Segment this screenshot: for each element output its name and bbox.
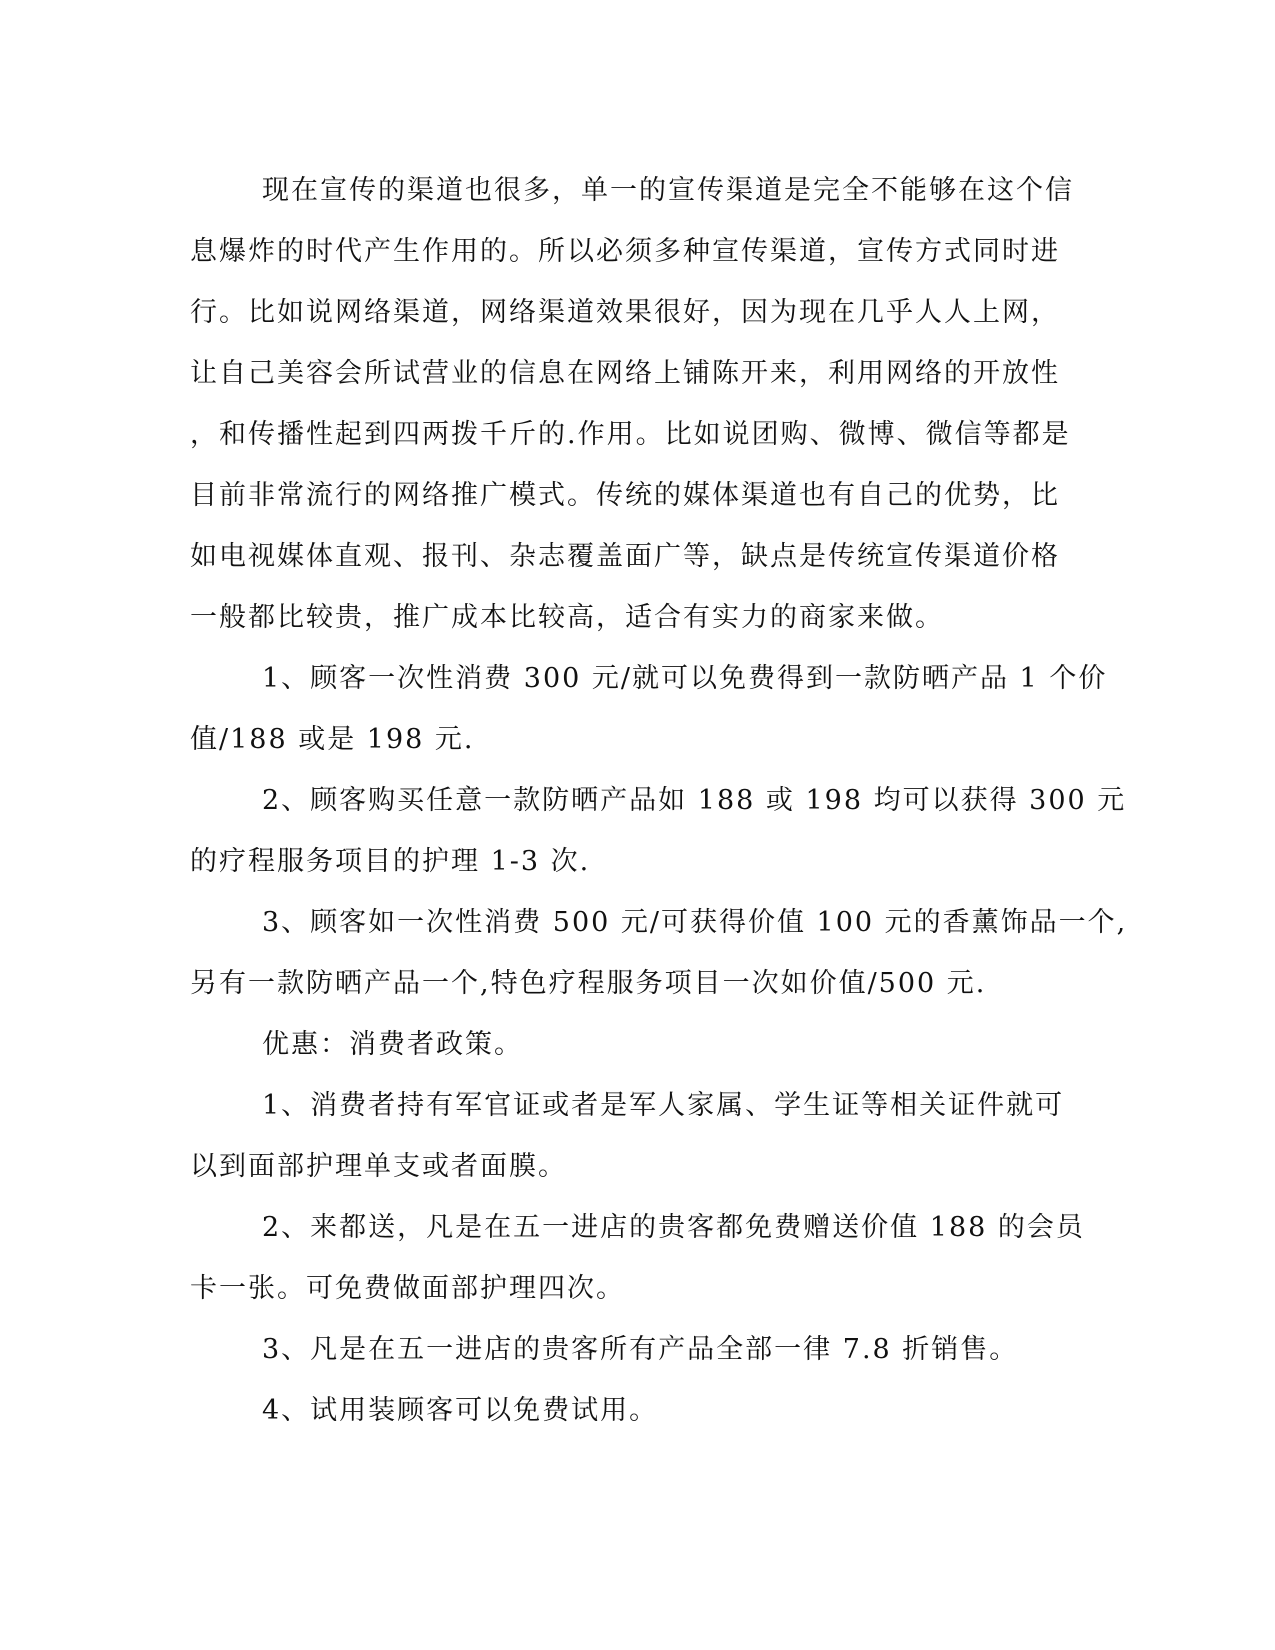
- list-item-line: 卡一张。可免费做面部护理四次。: [190, 1273, 625, 1304]
- list-item-line: 2、顾客购买任意一款防晒产品如 188 或 198 均可以获得 300 元: [262, 785, 1127, 816]
- list-item-line: 以到面部护理单支或者面膜。: [190, 1151, 567, 1182]
- paragraph-line: 息爆炸的时代产生作用的。所以必须多种宣传渠道，宣传方式同时进: [190, 236, 1060, 267]
- paragraph-line: 如电视媒体直观、报刊、杂志覆盖面广等，缺点是传统宣传渠道价格: [190, 541, 1060, 572]
- list-item-line: 2、来都送，凡是在五一进店的贵客都免费赠送价值 188 的会员: [262, 1212, 1085, 1243]
- list-item-line: 1、顾客一次性消费 300 元/就可以免费得到一款防晒产品 1 个价: [262, 663, 1108, 694]
- paragraph-line: 让自己美容会所试营业的信息在网络上铺陈开来，利用网络的开放性: [190, 358, 1060, 389]
- list-item-line: 另有一款防晒产品一个,特色疗程服务项目一次如价值/500 元.: [190, 968, 987, 999]
- paragraph-line: ，和传播性起到四两拨千斤的.作用。比如说团购、微博、微信等都是: [190, 419, 1071, 450]
- document-body: [190, 160, 1128, 1441]
- list-item-line: 3、凡是在五一进店的贵客所有产品全部一律 7.8 折销售。: [262, 1334, 1019, 1365]
- paragraph-line: 现在宣传的渠道也很多，单一的宣传渠道是完全不能够在这个信: [262, 175, 1074, 206]
- list-item-line: 3、顾客如一次性消费 500 元/可获得价值 100 元的香薰饰品一个,: [262, 907, 1128, 938]
- paragraph-line: 一般都比较贵，推广成本比较高，适合有实力的商家来做。: [190, 602, 944, 633]
- paragraph-line: 目前非常流行的网络推广模式。传统的媒体渠道也有自己的优势，比: [190, 480, 1060, 511]
- paragraph-line: 行。比如说网络渠道，网络渠道效果很好，因为现在几乎人人上网，: [190, 297, 1060, 328]
- list-item-line: 1、消费者持有军官证或者是军人家属、学生证等相关证件就可: [262, 1090, 1065, 1121]
- list-item-line: 的疗程服务项目的护理 1-3 次.: [190, 846, 591, 877]
- list-item-line: 值/188 或是 198 元.: [190, 724, 475, 755]
- section-heading-line: 优惠：消费者政策。: [262, 1029, 523, 1060]
- list-item-line: 4、试用装顾客可以免费试用。: [262, 1395, 659, 1426]
